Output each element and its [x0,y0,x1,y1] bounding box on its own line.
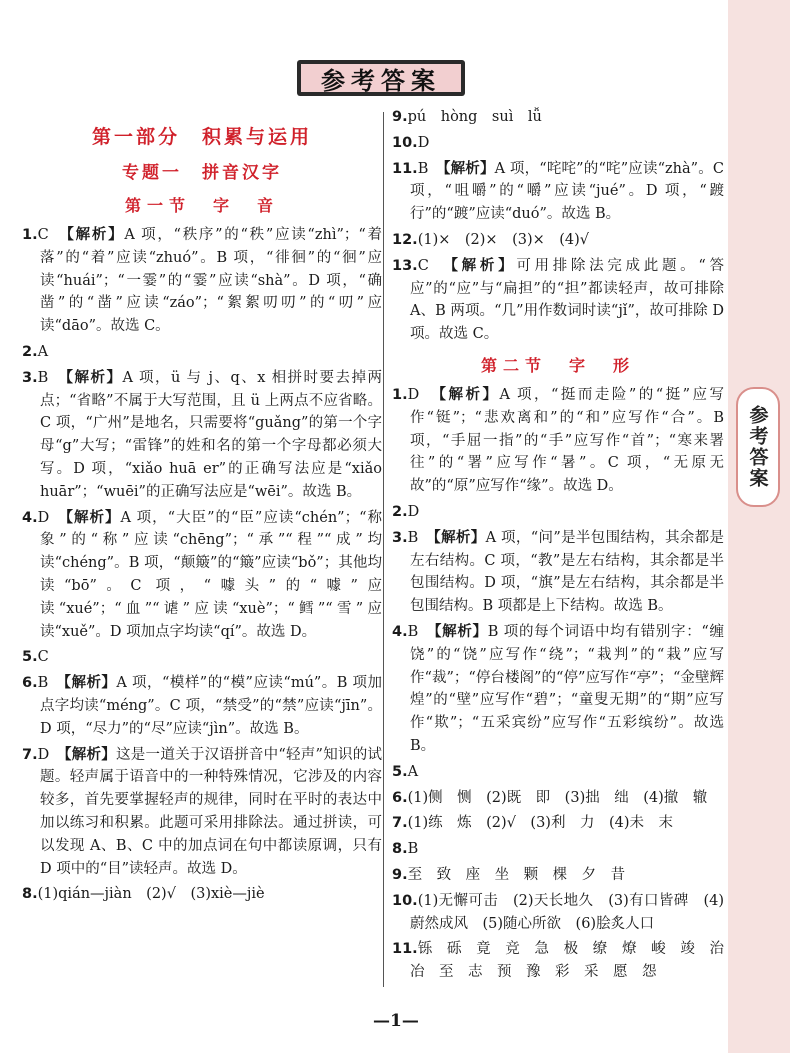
answer-number: 3. [392,529,408,546]
topic-title: 专题一 拼音汉字 [122,163,282,183]
section-title: 第一节 字 音 [124,196,279,215]
answer-number: 11. [392,941,418,958]
answer-item [22,367,382,504]
analysis-tag: 【解析】 [433,529,486,546]
answer-key: A [407,763,419,780]
answer-item [392,158,724,226]
answer-number: 7. [392,815,408,832]
answer-key: B [37,369,49,386]
answer-number: 5. [22,649,38,666]
answer-key: C [37,227,49,243]
answer-list [392,106,724,346]
side-tab-strip [728,0,790,1053]
analysis-text: A 项，“大臣”的“臣”应读“chén”；“称象”的“称”应读“chēng”；“承”“程”“成”均读“chéng”。B 项，“颠簸”的“簸”应读“bǒ”；其他均读“bō”。C 项，“噱头”的“噱”应读“xué”；“血”“谑”应读“xuè”；“鳕”“雪”应读“xuě”。D 项加点字均读“qí”。故选 D。 [40,509,382,640]
answer-list [22,224,382,906]
answer-key: B [407,529,419,546]
answer-number: 6. [22,675,38,692]
answer-key: D [407,386,420,403]
answer-item [22,672,382,740]
answer-item [392,229,724,252]
answer-key: (1)无懈可击 (2)天长地久 (3)有口皆碑 (4)蔚然成风 (5)随心所欲 (6)脍炙人口 [410,892,724,932]
analysis-text: A 项，“模样”的“模”应读“mú”。B 项加点字均读“méng”。C 项，“禁受”的“禁”应读“jīn”。D 项，“尽力”的“尽”应读“jìn”。故选 B。 [40,675,383,737]
answer-key: 铄 砾 竟 竞 急 极 缭 燎 峻 竣 治 冶 至 志 预 豫 彩 采 愿 怨 [410,941,739,981]
answer-item [392,812,724,835]
answer-item [22,507,382,644]
answer-list [392,384,739,984]
analysis-text: A 项，“咤咤”的“咤”应读“zhà”。C 项，“咀嚼”的“嚼”应读“jué”。D 项，“踱行”的“踱”应读“duó”。故选 B。 [410,160,725,223]
answer-item [22,883,382,906]
answer-number: 13. [392,257,418,274]
answer-number: 2. [392,503,408,520]
analysis-text: A 项，“问”是半包围结构，其余都是左右结构。C 项，“教”是左右结构，其余都是半包围结构。D 项，“旗”是左右结构，其余都是半包围结构。B 项都是上下结构。故选 B。 [410,529,725,615]
answer-number: 10. [392,134,418,151]
banner-title: 参考答案 [301,64,461,92]
page-number: —1— [373,1011,419,1031]
answer-number: 9. [392,866,408,883]
answer-item [22,744,382,881]
answer-number: 10. [392,892,418,909]
answer-number: 3. [22,369,38,386]
answer-key: (1)练 炼 (2)√ (3)利 力 (4)未 末 [407,815,674,832]
answer-item [392,106,724,129]
answer-item [392,384,724,498]
analysis-text: A 项，“挺而走险”的“挺”应写作“铤”；“悲欢离和”的“和”应写作“合”。B 项，“手屈一指”的“手”应写作“首”；“寒来署往”的“署”应写作“暑”。C 项，“无原无故”的“原”应写作“缘”。故选 D。 [410,386,725,495]
answer-number: 8. [22,886,38,903]
analysis-text: B 项的每个词语中均有错别字：“缠饶”的“饶”应写作“绕”；“栽判”的“栽”应写作“裁”；“停台楼阁”的“停”应写作“亭”；“金壁辉煌”的“壁”应写作“碧”；“童叟无期”的“期”应写作“欺”；“五采宾纷”应写作“五彩缤纷”。故选 B。 [410,623,725,754]
answer-number: 4. [22,509,38,526]
answer-item [392,938,739,984]
analysis-tag: 【解析】 [434,623,488,640]
answer-item [392,132,724,155]
analysis-text: 可用排除法完成此题。“答应”的“应”与“扁担”的“担”都读轻声，故可排除 A、B 两项。“几”用作数词时读“jǐ”，故可排除 D 项。故选 C。 [410,257,725,343]
answer-item [22,646,382,669]
analysis-text: 这是一道关于汉语拼音中“轻声”知识的试题。轻声属于语音中的一种特殊情况，它涉及的内容较多，首先要掌握轻声的规律，同时在平时的表达中加以练习和积累。此题可采用排除法。通过拼读，可以发现 A、B、C 中的加点词在句中都读原调，只有 D 项中的“目”读轻声。故选 D。 [40,746,382,877]
answer-number: 7. [22,746,38,763]
answer-key: D [407,503,420,520]
answer-key: D [37,746,50,763]
analysis-text: A 项，ü 与 j、q、x 相拼时要去掉两点；“省略”不属于大写范围，且 ü 上两点不应省略。C 项，“广州”是地名，只需要将“guǎng”的第一个字母“g”大写；“雷锋”的姓和名的第一个字母都必须大写。D 项，“xiǎo huā er”的正确写法应是“xiǎo huār”；“wuēi”的正确写法应是“wēi”。故选 B。 [40,369,383,500]
answer-key: D [37,509,50,526]
answer-key: B [407,623,419,640]
answer-key: 至 致 座 坐 颗 棵 夕 昔 [407,866,626,883]
answer-item [392,621,724,758]
answer-key: B [417,160,429,177]
answer-item [392,761,724,784]
answer-number: 4. [392,623,408,640]
column-divider [383,112,384,987]
analysis-tag: 【解析】 [450,257,517,274]
answer-item [392,501,724,524]
answer-number: 6. [392,789,408,806]
page-banner [297,60,465,96]
analysis-tag: 【解析】 [63,675,117,692]
answer-item [392,787,724,810]
side-tab-label: 参考答案 [746,405,769,489]
answer-item [392,864,724,887]
answer-number: 2. [22,343,38,360]
right-column [392,104,739,987]
analysis-tag: 【解析】 [438,386,500,403]
analysis-tag: 【解析】 [65,369,123,386]
answer-number: 12. [392,231,418,248]
answer-item [392,527,724,618]
answer-item [392,838,724,861]
answer-item [22,224,382,338]
answer-key: B [37,675,49,692]
answer-number: 11. [392,160,418,177]
answer-number: 1. [392,386,408,403]
analysis-text: A 项，“秩序”的“秩”应读“zhì”；“着落”的“着”应读“zhuó”。B 项，“徘徊”的“徊”应读“huái”；“一霎”的“霎”应读“shà”。D 项，“确凿”的“凿”应读“záo”；“絮絮叨叨”的“叨”应读“dāo”。故选 C。 [40,227,383,335]
answer-number: 9. [392,109,408,125]
answer-number: 5. [392,763,408,780]
answer-key: D [417,134,430,151]
answer-item [392,255,724,346]
analysis-tag: 【解析】 [65,509,121,526]
part-title: 第一部分 积累与运用 [91,126,312,148]
answer-key: C [417,257,429,274]
left-column [22,118,382,909]
answer-key: pú hòng suì lǚ [407,109,542,125]
answer-key: (1)× (2)× (3)× (4)√ [417,231,590,248]
analysis-tag: 【解析】 [443,160,495,177]
answer-key: (1)侧 恻 (2)既 即 (3)拙 绌 (4)撤 辙 [407,789,708,806]
answer-item [392,890,724,936]
answer-key: B [407,841,419,858]
section-title: 第二节 字 形 [480,355,635,375]
answer-key: A [37,343,49,360]
answer-number: 1. [22,227,38,243]
answer-key: (1)qián—jiàn (2)√ (3)xiè—jiè [37,886,265,903]
answer-number: 8. [392,841,408,858]
analysis-tag: 【解析】 [66,227,125,243]
analysis-tag: 【解析】 [64,746,117,763]
side-tab [736,387,780,507]
answer-item [22,341,382,364]
answer-key: C [37,649,49,666]
